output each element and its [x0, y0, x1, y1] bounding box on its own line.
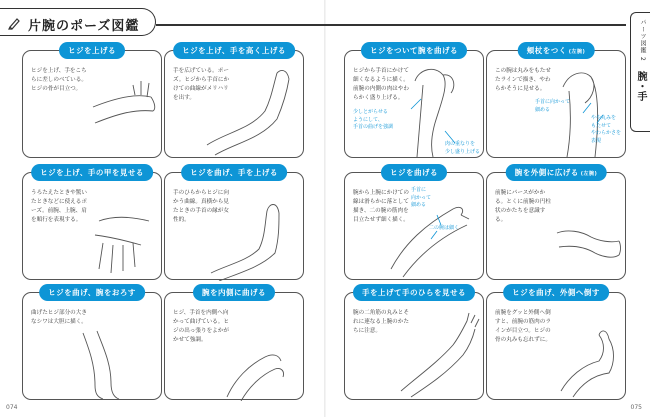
page-number-left: 074 [6, 404, 18, 411]
panel-description: この腕は丸みをもたせたラインで描き、やわらかそうに見せる。 [495, 68, 551, 92]
panel-description: 手のひらからヒジに向かう曲線。真横から見たときの手首の縁が女性的。 [173, 190, 229, 223]
panel-description: 腕の二角筋の丸みとそれに連なる上腕のかたちに注意。 [353, 310, 409, 334]
annotation-note: 少しとがらせる ようにして、 手首の曲げを強調 [353, 109, 394, 130]
chapter-side-tab [630, 12, 650, 132]
panel-title: 手を上げて手のひらを見せる [353, 284, 475, 301]
pose-panel-7 [344, 168, 484, 280]
annotation-note: 手首に向かって 細める [535, 99, 571, 113]
annotation-note: 二の腕は細く [429, 225, 460, 231]
chapter-label: パーツ図鑑 2 [639, 19, 646, 62]
panel-title: ヒジをついて腕を曲げる [361, 42, 467, 59]
annotation-note: やや丸みを もたせて やわらかさを 表現 [591, 115, 622, 144]
pose-panel-6 [164, 168, 304, 280]
panel-title: ヒジを上げ、手を高く上げる [173, 42, 295, 59]
page-gutter [324, 0, 326, 417]
panel-title: ヒジを曲げ、腕をおろす [39, 284, 145, 301]
panel-description: 曲げたヒジ部分の大きなシワは大胆に描く。 [31, 310, 87, 325]
panel-description: 手を広げている。ポーズ。ヒジから手首にかけての曲線がメリハリを出す。 [173, 68, 230, 101]
pose-panel-9 [22, 288, 162, 400]
pose-panel-3 [344, 46, 484, 158]
panel-title: 腕を内側に曲げる [193, 284, 275, 301]
panel-title: 腕を外側に広げる (左腕) [506, 164, 607, 181]
pose-panel-10 [164, 288, 304, 400]
pencil-icon [7, 16, 21, 30]
pose-panel-11 [344, 288, 484, 400]
panel-description: ヒジを上げ、手をこちらに差しのべている。ヒジの骨が目立つ。 [31, 68, 87, 92]
panel-description: ヒジから手首にかけて細くなるように描く。前腕の内側の肉はやわらかく盛り上げる。 [353, 68, 409, 101]
panel-title: 頬杖をつく (左腕) [518, 42, 595, 59]
panel-description: ヒジ、手首を内側へ向かって曲げている。ヒジの出っ張りをよかがかせて強調。 [173, 310, 229, 343]
title-rule [156, 24, 626, 26]
panel-description: 腕から上腕にかけての線は滑らかに落として描き、二の腕の筋肉を目立たせず細く描く。 [353, 190, 409, 223]
panel-title: ヒジを曲げ、外側へ倒す [503, 284, 609, 301]
pose-panel-8 [486, 168, 626, 280]
panel-title: ヒジを上げ、手の甲を見せる [31, 164, 153, 181]
pose-panel-5 [22, 168, 162, 280]
pose-panel-1 [22, 46, 162, 158]
panel-title: ヒジを上げる [59, 42, 125, 59]
chapter-name: 腕・手 [635, 71, 646, 101]
annotation-note: 手首に 向かって 細める [411, 187, 432, 208]
section-title-tab [0, 8, 156, 36]
panel-description: うろたえたときや驚いたときなどに使えるポーズ。前腕、上腕、肩を順行を表現する。 [31, 190, 87, 223]
panel-title: ヒジを曲げ、手を上げる [181, 164, 287, 181]
panel-title: ヒジを曲げる [381, 164, 447, 181]
page-title: 片腕のポーズ図鑑 [28, 19, 140, 34]
page-number-right: 075 [630, 404, 642, 411]
annotation-note: 肉の重なりを 少し盛り上げる [445, 141, 481, 155]
pose-panel-12 [486, 288, 626, 400]
panel-description: 前腕をグッと外側へ倒すと、前腕の筋肉のラインが目立つ。ヒジの骨の丸みも忘れずに。 [495, 310, 551, 343]
panel-description: 前腕にパースがかかる。とくに前腕の円柱状のかたちを意識する。 [495, 190, 551, 223]
pose-panel-2 [164, 46, 304, 158]
pose-panel-4 [486, 46, 626, 158]
